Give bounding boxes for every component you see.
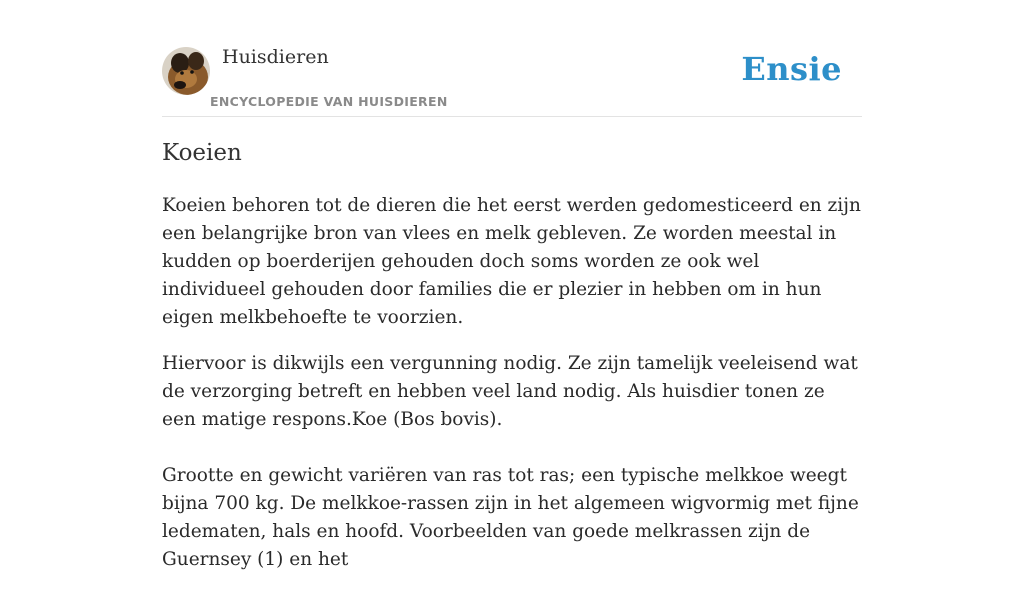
article-paragraph: Hiervoor is dikwijls een vergunning nodig. Ze zijn tamelijk veeleisend wat de verzorging betreft en hebben veel land nodig. Als huisdier tonen ze een matige respons.Koe (Bos bovis). xyxy=(162,353,858,430)
page-container xyxy=(162,0,862,570)
page-title: Koeien xyxy=(162,140,242,166)
brand-logo[interactable]: Ensie xyxy=(741,50,842,88)
site-header xyxy=(162,0,862,117)
article-body xyxy=(162,192,862,592)
dog-photo-avatar-icon xyxy=(162,47,210,95)
avatar[interactable] xyxy=(162,47,210,95)
article-paragraph: Grootte en gewicht variëren van ras tot ras; een typische melkkoe weegt bijna 700 kg. De melkkoe-rassen zijn in het algemeen wigvormig met fijne ledematen, hals en hoofd. Voorbeelden van goede melkrassen zijn de Guernsey (1) en het xyxy=(162,465,859,570)
site-subtitle: ENCYCLOPEDIE VAN HUISDIEREN xyxy=(210,94,448,109)
article-paragraph: Koeien behoren tot de dieren die het eerst werden gedomesticeerd en zijn een belangrijke bron van vlees en melk gebleven. Ze worden meestal in kudden op boerderijen gehouden doch soms worden ze ook wel individueel gehouden door families die er plezier in hebben om in hun eigen melkbehoefte te voorzien. xyxy=(162,195,861,328)
site-name[interactable]: Huisdieren xyxy=(222,46,329,68)
